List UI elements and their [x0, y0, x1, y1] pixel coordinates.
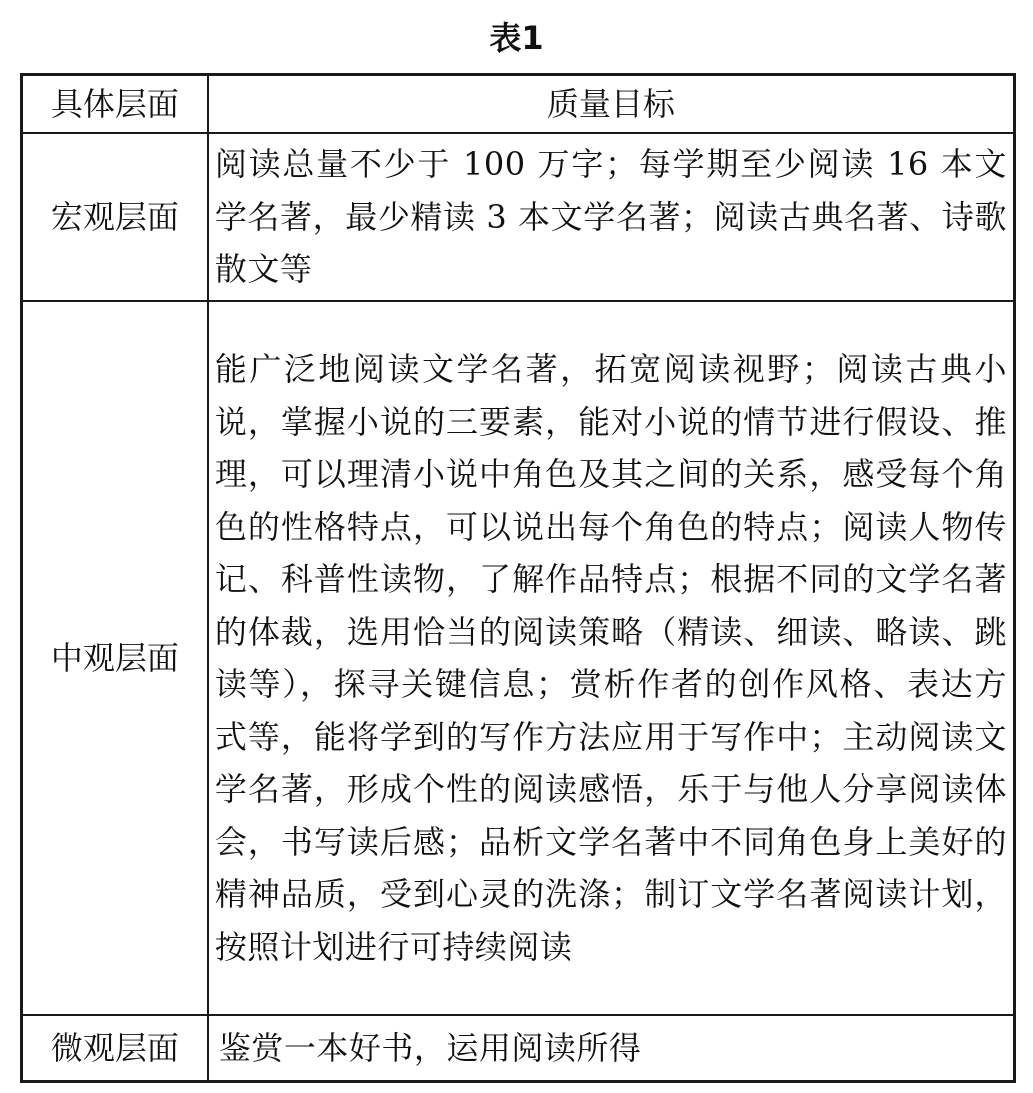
row-level-micro: 微观层面 — [22, 1015, 208, 1082]
table-row-micro — [22, 1015, 1015, 1082]
row-goal-macro: 阅读总量不少于 100 万字；每学期至少阅读 16 本文学名著，最少精读 3 本文学名著；阅读古典名著、诗歌散文等 — [208, 133, 1015, 301]
quality-goals-table — [20, 73, 1016, 1083]
table-header-row — [22, 75, 1015, 134]
row-goal-micro: 鉴赏一本好书，运用阅读所得 — [208, 1015, 1015, 1082]
table-row-meso — [22, 301, 1015, 1015]
row-level-meso: 中观层面 — [22, 301, 208, 1015]
table-caption: 表1 — [489, 19, 544, 57]
header-goal: 质量目标 — [208, 75, 1015, 134]
table-row-macro — [22, 133, 1015, 301]
header-level: 具体层面 — [22, 75, 208, 134]
row-goal-meso: 能广泛地阅读文学名著，拓宽阅读视野；阅读古典小说，掌握小说的三要素，能对小说的情节进行假设、推理，可以理清小说中角色及其之间的关系，感受每个角色的性格特点，可以说出每个角色的特点；阅读人物传记、科普性读物，了解作品特点；根据不同的文学名著的体裁，选用恰当的阅读策略（精读、细读、略读、跳读等），探寻关键信息；赏析作者的创作风格、表达方式等，能将学到的写作方法应用于写作中；主动阅读文学名著，形成个性的阅读感悟，乐于与他人分享阅读体会，书写读后感；品析文学名著中不同角色身上美好的精神品质，受到心灵的洗涤；制订文学名著阅读计划，按照计划进行可持续阅读 — [208, 301, 1015, 1015]
row-level-macro: 宏观层面 — [22, 133, 208, 301]
